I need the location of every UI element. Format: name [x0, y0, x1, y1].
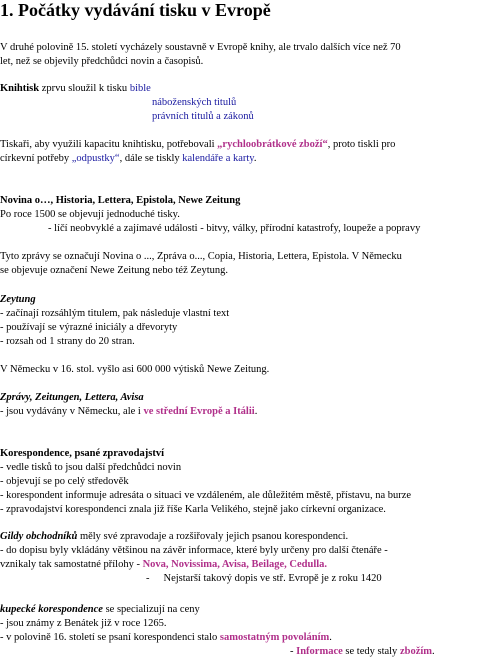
zpravy-heading: Zprávy, Zeitungen, Lettera, Avisa — [0, 392, 144, 403]
kupecke-line-1 — [0, 603, 200, 616]
knihtisk-term: Knihtisk — [0, 83, 40, 94]
gildy-text: měly své zpravodaje a rozšiřovaly jejich psanou korespondenci. — [77, 531, 349, 542]
knihtisk-text: zprvu sloužil k tisku — [39, 83, 130, 94]
novina-heading — [0, 194, 240, 207]
gildy-line-4 — [146, 572, 382, 585]
kupecke-highlight-informace: Informace — [296, 646, 343, 657]
tiskari-highlight-zbozi: „rychloobrátkové zboží“ — [217, 139, 328, 150]
tiskari-line-2 — [0, 152, 257, 165]
korespondence-item-4: - zpravodajství korespondenci znala již říše Karla Velikého, stejně jako církevní organizace. — [0, 504, 386, 515]
tiskari-line-1 — [0, 138, 395, 151]
kupecke-text-3: - v polovině 16. století se psaní korespondenci stalo — [0, 632, 220, 643]
kupecke-highlight-zbozim: zbožím — [399, 646, 433, 657]
kupecke-text-4: . — [329, 632, 332, 643]
novina-para-1: Tyto zprávy se označují Novina o ..., Zpráva o..., Copia, Historia, Lettera, Epistola. V Německu — [0, 251, 402, 262]
gildy-highlight: Nova, Novissima, Avisa, Beilage, Cedulla. — [142, 559, 328, 570]
page-title: 1. Počátky vydávání tisku v Evropě — [0, 0, 271, 20]
kupecke-line-4 — [290, 645, 435, 658]
bullet-dash: - — [146, 573, 150, 584]
korespondence-item-3: - korespondent informuje adresáta o situaci ve vzdáleném, ale důležitém městě, přístavu, na burze — [0, 490, 412, 501]
kupecke-term: kupecké korespondence — [0, 604, 103, 615]
gildy-line-3 — [0, 558, 327, 571]
zpravy-text-2: . — [254, 406, 258, 417]
kupecke-line-2: - jsou známy z Benátek již v roce 1265. — [0, 618, 167, 629]
tiskari-text-4: , dále se tiskly — [119, 153, 183, 164]
gildy-line-2: - do dopisu byly vkládány většinou na závěr informace, které byly určeny pro další čtenáře - — [0, 545, 388, 556]
zeytung-item-1: - začínají rozsáhlým titulem, pak následuje vlastní text — [0, 308, 230, 319]
novina-line-2: - líčí neobvyklé a zajímavé události - bitvy, války, přírodní katastrofy, loupeže a popravy — [48, 223, 421, 234]
gildy-text-4: Nejstarší takový dopis ve stř. Evropě je z roku 1420 — [163, 573, 382, 584]
knihtisk-item-1: bible — [129, 83, 151, 94]
tiskari-highlight-kalendare: kalendáře a karty — [182, 153, 254, 164]
zeytung-note: V Německu v 16. stol. vyšlo asi 600 000 výtisků Newe Zeitung. — [0, 364, 270, 375]
tiskari-text-5: . — [253, 153, 257, 164]
kupecke-line-3 — [0, 631, 332, 644]
kupecke-text-6: . — [432, 646, 435, 657]
gildy-text-3: vznikaly tak samostatné přílohy - — [0, 559, 143, 570]
zpravy-highlight: ve střední Evropě a Itálii — [143, 406, 255, 417]
tiskari-text-1: Tiskaři, aby využili kapacitu knihtisku, potřebovali — [0, 139, 218, 150]
knihtisk-item-3: právních titulů a zákonů — [152, 111, 254, 122]
kupecke-text: se specializují na ceny — [102, 604, 200, 615]
korespondence-heading-text: Korespondence, psané zpravodajství — [0, 448, 165, 459]
kupecke-highlight-povolani: samostatným povoláním — [219, 632, 330, 643]
zpravy-line — [0, 405, 257, 418]
korespondence-item-2: - objevují se po celý středověk — [0, 476, 129, 487]
intro-line-2: let, než se objevily předchůdci novin a časopisů. — [0, 56, 204, 67]
zeytung-item-2: - používají se výrazné iniciály a dřevoryty — [0, 322, 178, 333]
tiskari-highlight-odpustky: „odpustky“ — [71, 153, 120, 164]
tiskari-text-3: církevní potřeby — [0, 153, 72, 164]
zeytung-heading: Zeytung — [0, 294, 36, 305]
novina-heading-text: Novina o…, Historia, Lettera, Epistola, Newe Zeitung — [0, 195, 241, 206]
zeytung-item-3: - rozsah od 1 strany do 20 stran. — [0, 336, 135, 347]
korespondence-heading — [0, 447, 164, 460]
novina-line-1: Po roce 1500 se objevují jednoduché tisky. — [0, 209, 180, 220]
gildy-line-1 — [0, 530, 348, 543]
korespondence-item-1: - vedle tisků to jsou další předchůdci novin — [0, 462, 182, 473]
knihtisk-item-2: náboženských titulů — [152, 97, 237, 108]
novina-para-2: se objevuje označení Newe Zeitung nebo též Zeytung. — [0, 265, 228, 276]
kupecke-text-5: se tedy staly — [342, 646, 400, 657]
gildy-term: Gildy obchodníků — [0, 531, 78, 542]
tiskari-text-2: , proto tiskli pro — [327, 139, 396, 150]
bullet-dash: - — [290, 646, 294, 657]
intro-line-1: V druhé polovině 15. století vycházely soustavně v Evropě knihy, ale trvalo dalších více než 70 — [0, 42, 401, 53]
zpravy-text-1: - jsou vydávány v Německu, ale i — [0, 406, 144, 417]
knihtisk-line — [0, 82, 151, 95]
